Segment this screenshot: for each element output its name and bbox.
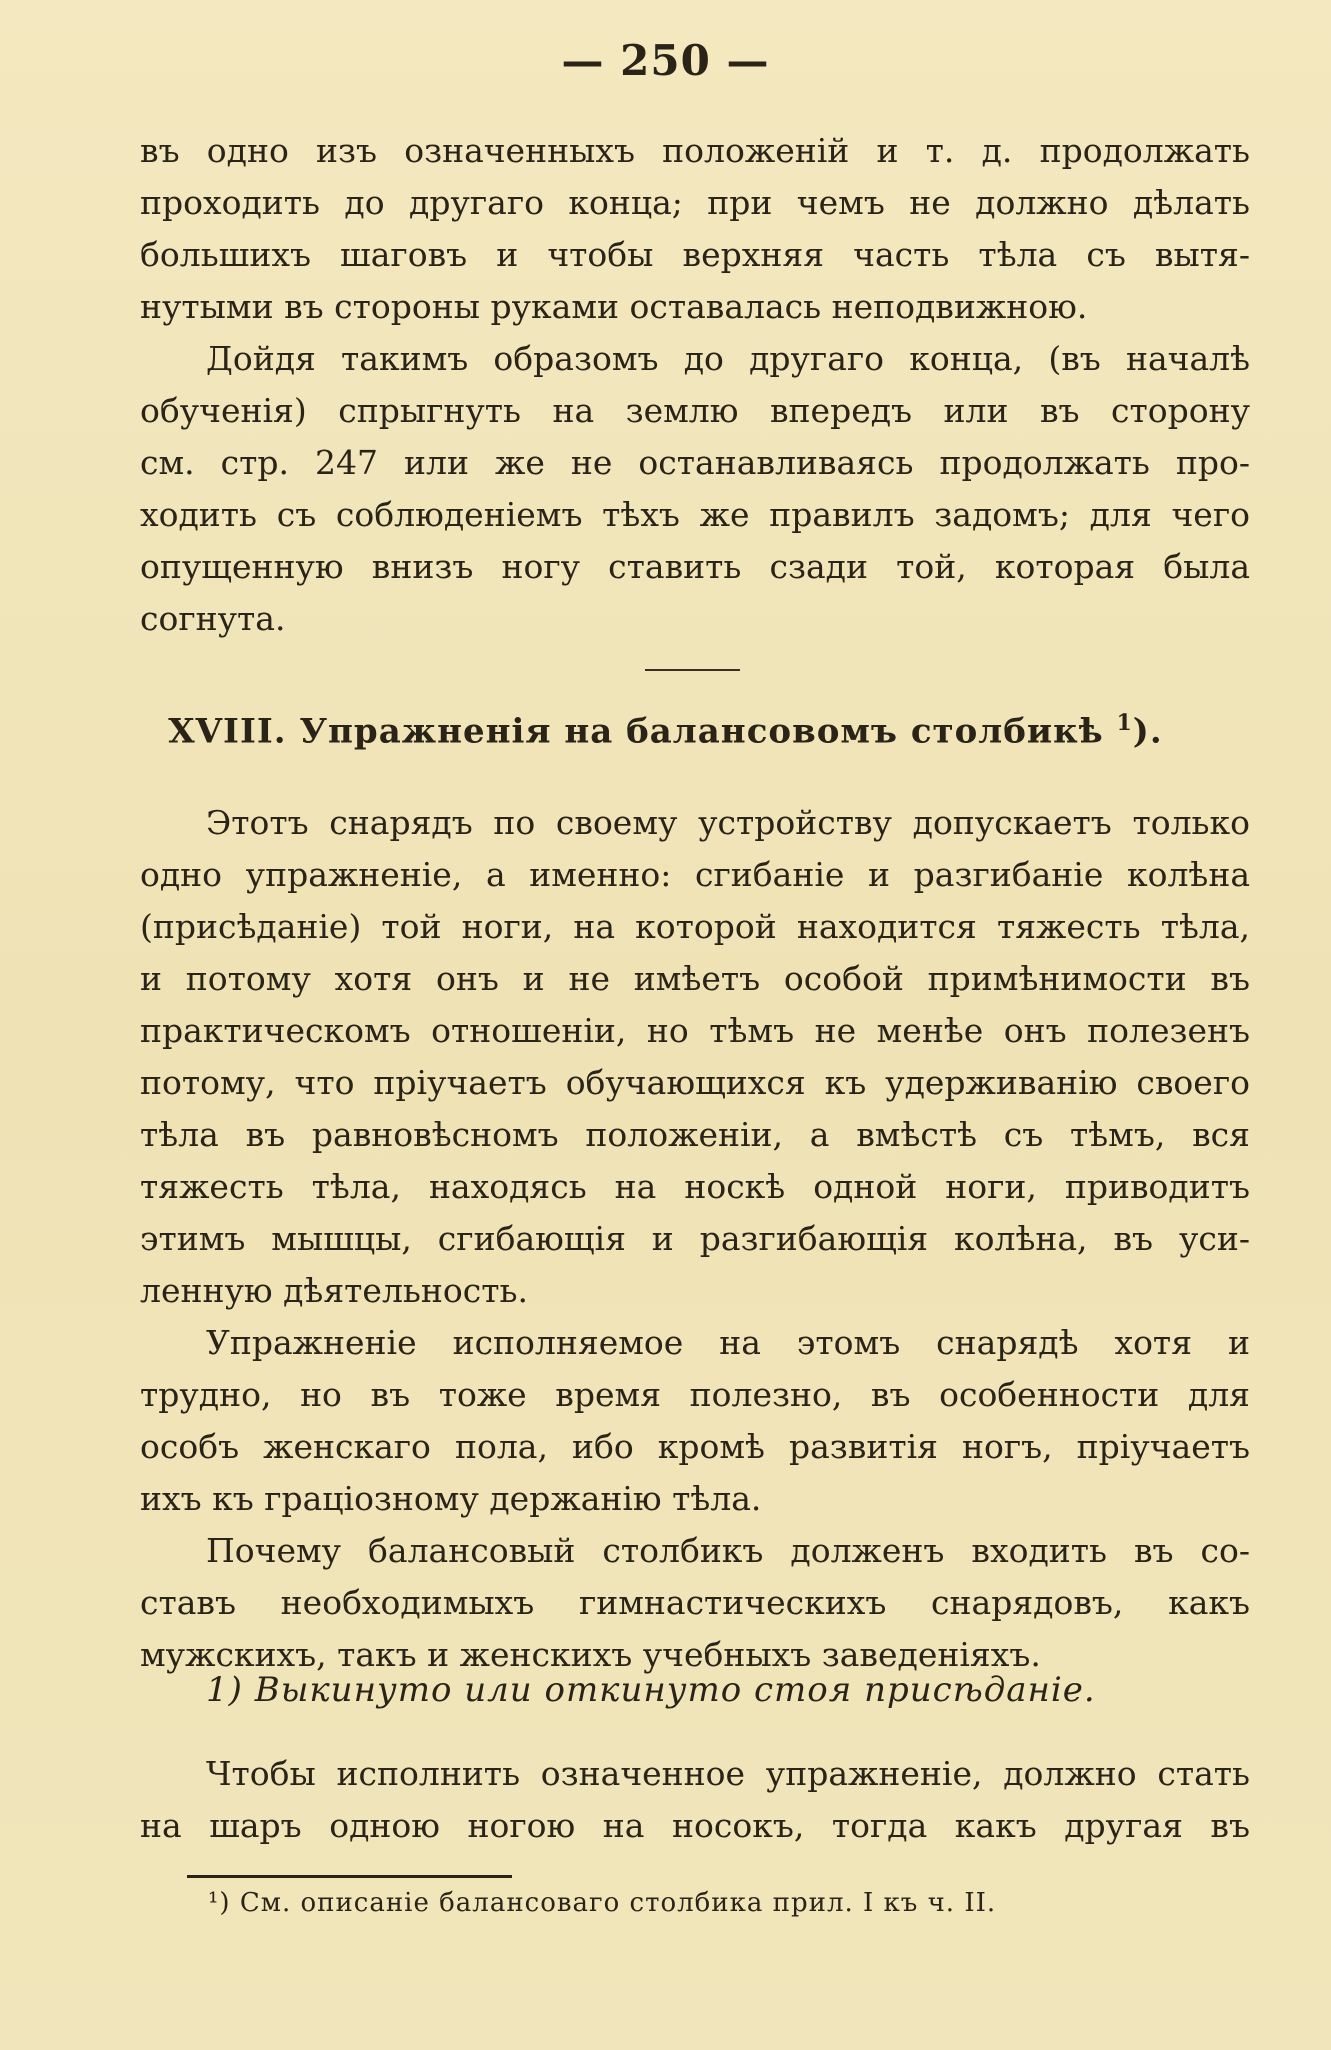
paragraph-4-line: ихъ къ граціозному держанію тѣла. <box>140 1479 762 1518</box>
section-number: XVIII. <box>168 711 287 752</box>
text-block-bottom <box>140 1748 1250 1852</box>
text-block-top <box>140 125 1250 645</box>
paragraph-3-line: и потому хотя онъ и не имѣетъ особой примѣнимости въ <box>140 959 1250 998</box>
paragraph-4-line: Упражненіе исполняемое на этомъ снарядѣ хотя и <box>206 1323 1250 1362</box>
paragraph-4-line: особъ женскаго пола, ибо кромѣ развитія ногъ, пріучаетъ <box>140 1427 1250 1466</box>
footnote: ¹) См. описаніе балансоваго столбика прил. I къ ч. II. <box>208 1888 997 1918</box>
paragraph-6-line: Чтобы исполнить означенное упражненіе, должно стать <box>206 1754 1250 1793</box>
paragraph-3-line: тѣла въ равновѣсномъ положеніи, а вмѣстѣ съ тѣмъ, вся <box>140 1115 1250 1154</box>
paragraph-3-line: тяжесть тѣла, находясь на носкѣ одной ноги, приводитъ <box>140 1167 1250 1206</box>
paragraph-5-line: мужскихъ, такъ и женскихъ учебныхъ заведеніяхъ. <box>140 1635 1041 1674</box>
paragraph-3-line: практическомъ отношеніи, но тѣмъ не менѣе онъ полезенъ <box>140 1011 1250 1050</box>
paragraph-1-line: нутыми въ стороны руками оставалась неподвижною. <box>140 287 1088 326</box>
paragraph-1-line: проходить до другаго конца; при чемъ не должно дѣлать <box>140 183 1250 222</box>
paragraph-3-line: одно упражненіе, а именно: сгибаніе и разгибаніе колѣна <box>140 855 1250 894</box>
paragraph-2-line: Дойдя такимъ образомъ до другаго конца, (въ началѣ <box>206 339 1250 378</box>
paragraph-2-line: ходить съ соблюденіемъ тѣхъ же правилъ задомъ; для чего <box>140 495 1250 534</box>
paragraph-3-line: потому, что пріучаетъ обучающихся къ удерживанію своего <box>140 1063 1250 1102</box>
paragraph-2-line: опущенную внизъ ногу ставить сзади той, которая была <box>140 547 1250 586</box>
paragraph-3-line: Этотъ снарядъ по своему устройству допускаетъ только <box>206 803 1250 842</box>
exercise-title: 1) Выкинуто или откинуто стоя присѣданіе. <box>206 1670 1096 1710</box>
paragraph-3-line: этимъ мышцы, сгибающія и разгибающія колѣна, въ уси- <box>140 1219 1250 1258</box>
paragraph-2-line: согнута. <box>140 599 286 638</box>
page-number: — 250 — <box>561 36 770 85</box>
text-block-middle <box>140 797 1250 1681</box>
section-divider <box>645 669 740 671</box>
section-heading <box>0 710 1331 751</box>
footnote-divider <box>187 1875 512 1878</box>
paragraph-6-line: на шаръ одною ногою на носокъ, тогда какъ другая въ <box>140 1806 1250 1845</box>
paragraph-3-line: (присѣданіе) той ноги, на которой находится тяжесть тѣла, <box>140 907 1250 946</box>
paragraph-5-line: Почему балансовый столбикъ долженъ входить въ со- <box>206 1531 1250 1570</box>
paragraph-2-line: см. стр. 247 или же не останавливаясь продолжать про- <box>140 443 1250 482</box>
paragraph-1-line: большихъ шаговъ и чтобы верхняя часть тѣла съ вытя- <box>140 235 1250 274</box>
footnote-marker: 1 <box>1116 710 1133 736</box>
section-title: Упражненія на балансовомъ столбикѣ <box>299 711 1104 752</box>
paragraph-3-line: ленную дѣятельность. <box>140 1271 528 1310</box>
paragraph-5-line: ставъ необходимыхъ гимнастическихъ снарядовъ, какъ <box>140 1583 1250 1622</box>
section-heading-end: ). <box>1132 711 1163 752</box>
paragraph-4-line: трудно, но въ тоже время полезно, въ особенности для <box>140 1375 1250 1414</box>
paragraph-2-line: обученія) спрыгнуть на землю впередъ или въ сторону <box>140 391 1250 430</box>
paragraph-1-line: въ одно изъ означенныхъ положеній и т. д. продолжать <box>140 131 1250 170</box>
